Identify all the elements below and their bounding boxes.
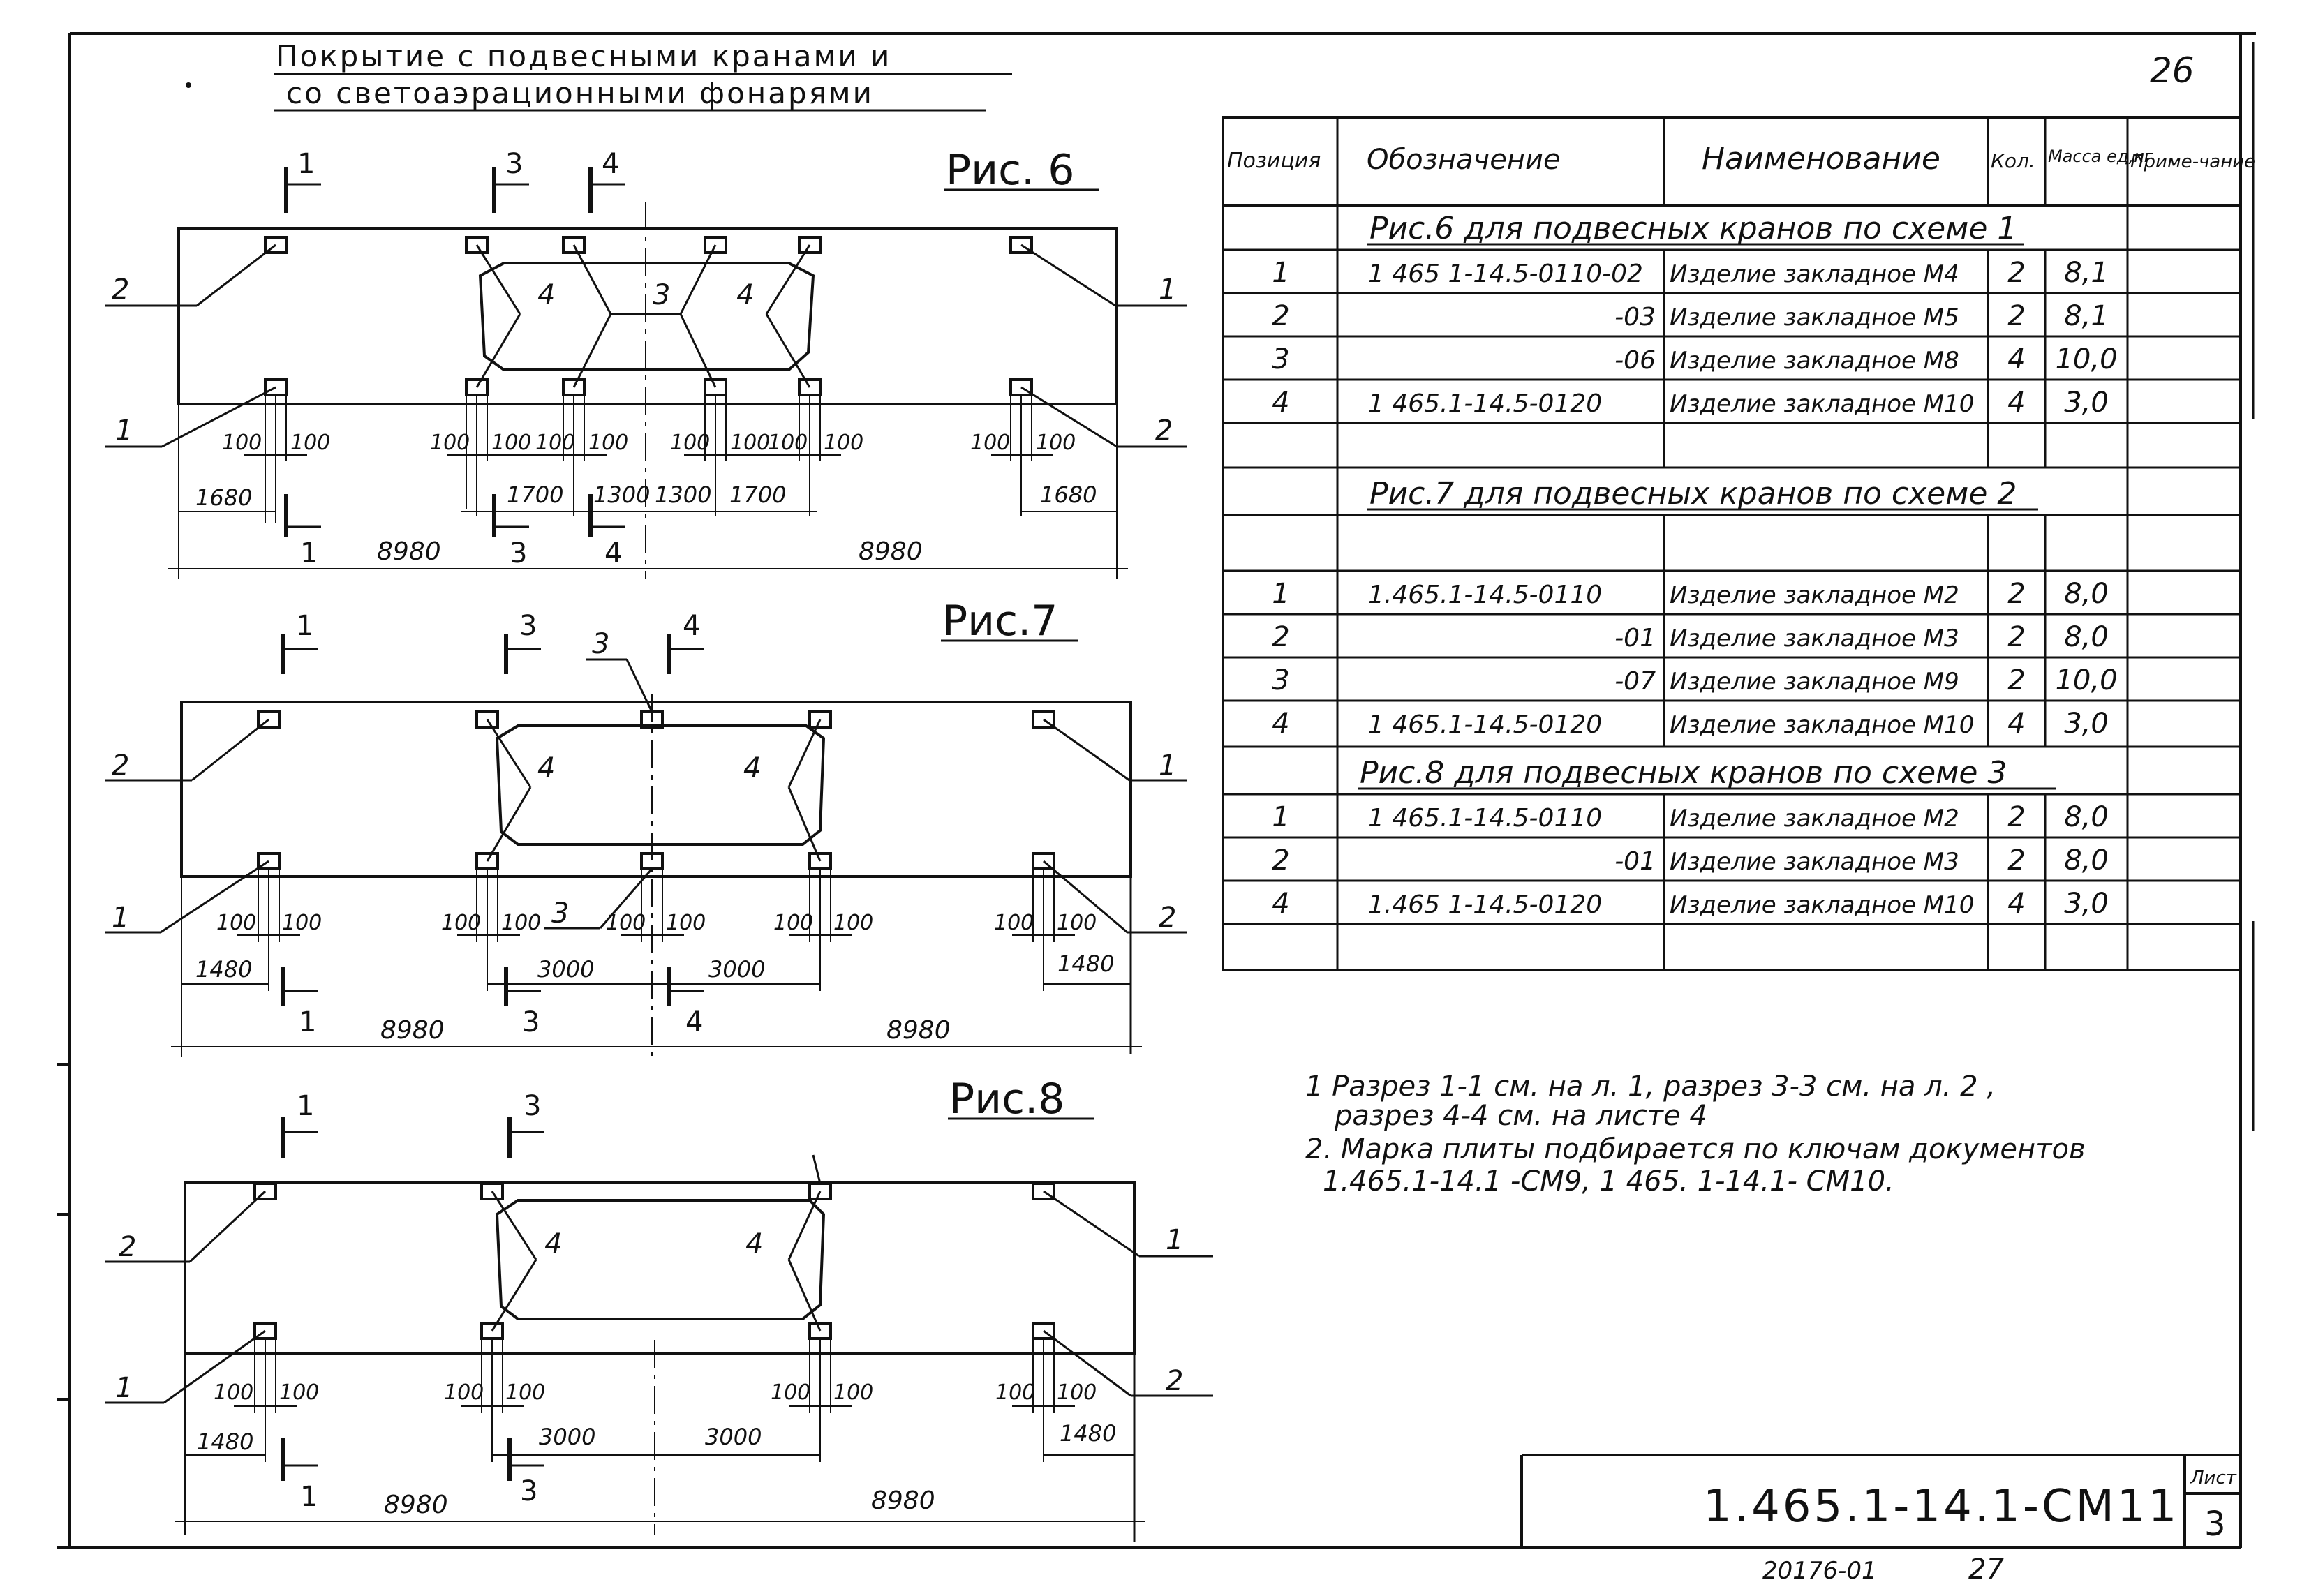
figure-8-section-mark-1-top: 1 bbox=[297, 1090, 315, 1122]
figure-7-offset-6: 100 bbox=[666, 911, 706, 935]
spec-cell-g2-r4-c3: Изделие закладное М10 bbox=[1670, 711, 1975, 739]
spec-cell-g1-r3-c1: 3 bbox=[1272, 343, 1290, 375]
figure-6-offset-6: 100 bbox=[588, 431, 629, 455]
figure-8-dim-3000-right: 3000 bbox=[705, 1424, 762, 1450]
spec-cell-g3-r3-c3: Изделие закладное М10 bbox=[1670, 891, 1975, 919]
spec-table-group-titles bbox=[1358, 211, 2056, 791]
figure-6-section-mark-4-top: 4 bbox=[602, 148, 620, 180]
figure-7-section-mark-3-bottom: 3 bbox=[522, 1006, 540, 1038]
spec-cell-g2-r2-c1: 2 bbox=[1272, 621, 1290, 653]
figure-6-offset-7: 100 bbox=[670, 431, 711, 455]
spec-cell-g2-r4-c5: 3,0 bbox=[2064, 708, 2109, 740]
figure-6-embedded-parts bbox=[265, 237, 1032, 395]
figure-7-bottom-callout: 3 bbox=[551, 897, 570, 930]
spec-cell-g2-r2-c3: Изделие закладное М3 bbox=[1670, 625, 1959, 652]
spec-cell-g2-r4-c4: 4 bbox=[2007, 708, 2026, 740]
figure-7-callout-left-bottom: 1 bbox=[112, 902, 130, 934]
figure-6-callout-right-top: 1 bbox=[1159, 274, 1177, 306]
figure-8-label: Рис.8 bbox=[949, 1075, 1065, 1124]
figure-7-callouts bbox=[112, 628, 1176, 934]
figure-6-dim-1680-left: 1680 bbox=[195, 484, 253, 511]
figure-6-section-mark-4-bottom: 4 bbox=[604, 537, 623, 569]
notes bbox=[1305, 1071, 2086, 1198]
spec-cell-g3-r3-c4: 4 bbox=[2007, 888, 2026, 920]
spec-table-header bbox=[1227, 141, 2255, 177]
figure-7-dim-3000-right: 3000 bbox=[708, 956, 766, 983]
figure-8-offset-1: 100 bbox=[214, 1380, 254, 1405]
figure-7-dim-1480-left: 1480 bbox=[195, 956, 253, 983]
group-title-fig7: Рис.7 для подвесных кранов по схеме 2 bbox=[1369, 476, 2017, 512]
figure-7-opening-callout-1: 4 bbox=[537, 752, 556, 784]
figure-8-embedded-parts bbox=[255, 1184, 1054, 1338]
footer-inventory: 20176-01 bbox=[1762, 1557, 1877, 1585]
figure-6-offset-10: 100 bbox=[824, 431, 864, 455]
figure-7-dim-1480-right: 1480 bbox=[1057, 950, 1115, 977]
spec-cell-g1-r2-c5: 8,1 bbox=[2064, 300, 2109, 332]
title-block-sheet-label: Лист bbox=[2190, 1468, 2236, 1489]
spec-cell-g1-r4-c1: 4 bbox=[1272, 387, 1290, 419]
figure-6-dim-1300-left: 1300 bbox=[593, 482, 651, 508]
spec-cell-g3-r2-c4: 2 bbox=[2007, 844, 2026, 877]
figure-7-section-mark-4-top: 4 bbox=[683, 610, 701, 642]
header-title-line1: Покрытие с подвесными кранами и bbox=[276, 39, 892, 73]
spec-cell-g3-r2-c2: -01 bbox=[1614, 847, 1656, 876]
note-line-3: 2. Марка плиты подбирается по ключам документов bbox=[1305, 1133, 2086, 1165]
figure-6-label: Рис. 6 bbox=[946, 146, 1075, 195]
spec-cell-g1-r3-c2: -06 bbox=[1614, 346, 1656, 375]
title-block bbox=[1522, 1455, 2241, 1548]
spec-cell-g1-r2-c4: 2 bbox=[2007, 300, 2026, 332]
spec-cell-g1-r3-c4: 4 bbox=[2007, 343, 2026, 375]
spec-cell-g3-r1-c3: Изделие закладное М2 bbox=[1670, 805, 1959, 833]
figure-6-dim-1700-left: 1700 bbox=[507, 482, 564, 508]
spec-cell-g1-r1-c2: 1 465 1-14.5-0110-02 bbox=[1368, 260, 1643, 288]
figure-8-offset-5: 100 bbox=[771, 1380, 811, 1405]
figure-8-callout-left-bottom: 1 bbox=[115, 1372, 133, 1404]
figure-8-offset-8: 100 bbox=[1057, 1380, 1097, 1405]
figure-6-dim-1680-right: 1680 bbox=[1040, 482, 1097, 508]
group-title-fig8: Рис.8 для подвесных кранов по схеме 3 bbox=[1360, 755, 2007, 791]
figure-7-section-mark-4-bottom: 4 bbox=[685, 1006, 704, 1038]
figure-6-opening-callout-3: 4 bbox=[736, 279, 755, 311]
spec-cell-g1-r1-c5: 8,1 bbox=[2064, 257, 2109, 289]
figure-8-offset-3: 100 bbox=[444, 1380, 484, 1405]
figure-7-offset-5: 100 bbox=[606, 911, 646, 935]
spec-cell-g1-r2-c3: Изделие закладное М5 bbox=[1670, 304, 1959, 331]
figure-7-label: Рис.7 bbox=[942, 597, 1058, 646]
spec-cell-g2-r3-c5: 10,0 bbox=[2055, 664, 2118, 696]
figure-6-callout-left-bottom: 1 bbox=[115, 415, 133, 447]
spec-cell-g3-r3-c2: 1.465 1-14.5-0120 bbox=[1368, 890, 1603, 919]
figure-7-offset-9: 100 bbox=[994, 911, 1034, 935]
header-mass: Масса ед,кг bbox=[2048, 147, 2153, 166]
spec-cell-g2-r1-c4: 2 bbox=[2007, 578, 2026, 610]
spec-cell-g2-r2-c2: -01 bbox=[1614, 624, 1656, 652]
spec-cell-g3-r2-c5: 8,0 bbox=[2064, 844, 2109, 877]
figure-7-callout-right-top: 1 bbox=[1159, 749, 1177, 782]
spec-cell-g3-r1-c5: 8,0 bbox=[2064, 801, 2109, 833]
figure-6-offset-9: 100 bbox=[768, 431, 808, 455]
spec-cell-g1-r1-c1: 1 bbox=[1272, 257, 1290, 289]
figure-7-offset-7: 100 bbox=[773, 911, 814, 935]
figure-7-section-marks bbox=[281, 610, 704, 1038]
figure-7-offset-4: 100 bbox=[501, 911, 542, 935]
figure-6 bbox=[105, 146, 1187, 579]
spec-table bbox=[1223, 117, 2255, 970]
figure-8-dim-1480-right: 1480 bbox=[1060, 1420, 1117, 1447]
spec-cell-g2-r3-c4: 2 bbox=[2007, 664, 2026, 696]
figure-6-offset-5: 100 bbox=[535, 431, 576, 455]
header-title-line2: со светоаэрационными фонарями bbox=[286, 76, 874, 110]
figure-8-slab bbox=[185, 1183, 1134, 1535]
figure-8-section-marks bbox=[281, 1090, 544, 1513]
figure-7-section-mark-1-top: 1 bbox=[296, 610, 314, 642]
figure-7-dimensions bbox=[171, 869, 1142, 1057]
figure-6-callout-right-bottom: 2 bbox=[1155, 415, 1173, 447]
spec-cell-g3-r3-c5: 3,0 bbox=[2064, 888, 2109, 920]
figure-8-dim-3000-left: 3000 bbox=[539, 1424, 596, 1450]
figure-6-offset-1: 100 bbox=[222, 431, 262, 455]
figure-7 bbox=[105, 597, 1187, 1061]
header-designation: Обозначение bbox=[1367, 144, 1561, 176]
spec-cell-g2-r4-c2: 1 465.1-14.5-0120 bbox=[1368, 710, 1603, 739]
figure-7-section-mark-1-bottom: 1 bbox=[299, 1006, 317, 1038]
spec-cell-g1-r4-c5: 3,0 bbox=[2064, 387, 2109, 419]
figure-7-offset-3: 100 bbox=[441, 911, 482, 935]
figure-7-top-callout: 3 bbox=[592, 628, 610, 660]
figure-7-callout-left-top: 2 bbox=[112, 749, 130, 782]
figure-6-offset-12: 100 bbox=[1036, 431, 1076, 455]
spec-table-rows bbox=[1272, 257, 2117, 920]
header-name: Наименование bbox=[1702, 141, 1940, 177]
figure-7-offset-10: 100 bbox=[1057, 911, 1097, 935]
header-qty: Кол. bbox=[1991, 149, 2035, 172]
figure-6-dim-1300-right: 1300 bbox=[655, 482, 712, 508]
spec-cell-g3-r1-c2: 1 465.1-14.5-0110 bbox=[1368, 804, 1603, 833]
spec-cell-g3-r1-c4: 2 bbox=[2007, 801, 2026, 833]
figure-6-opening-callout-2: 3 bbox=[653, 279, 671, 311]
group-title-fig6: Рис.6 для подвесных кранов по схеме 1 bbox=[1369, 211, 2017, 246]
spec-cell-g2-r1-c5: 8,0 bbox=[2064, 578, 2109, 610]
figure-8-opening-callout-1: 4 bbox=[544, 1228, 563, 1260]
figure-8-section-mark-3-top: 3 bbox=[524, 1090, 542, 1122]
figure-7-dim-8980-right: 8980 bbox=[886, 1016, 951, 1045]
figure-6-dim-8980-right: 8980 bbox=[859, 537, 923, 566]
spec-cell-g2-r3-c3: Изделие закладное М9 bbox=[1670, 668, 1959, 696]
spec-cell-g2-r3-c1: 3 bbox=[1272, 664, 1290, 696]
figure-6-offset-8: 100 bbox=[730, 431, 771, 455]
footer bbox=[1762, 1553, 2004, 1586]
page-number-top: 26 bbox=[2150, 50, 2195, 91]
note-line-1: 1 Разрез 1-1 см. на л. 1, разрез 3-3 см. на л. 2 , bbox=[1305, 1071, 1996, 1103]
spec-cell-g3-r2-c1: 2 bbox=[1272, 844, 1290, 877]
figure-7-offset-1: 100 bbox=[216, 911, 257, 935]
figure-8-section-mark-1-bottom: 1 bbox=[300, 1481, 318, 1513]
spec-cell-g1-r2-c1: 2 bbox=[1272, 300, 1290, 332]
figure-6-section-mark-3-top: 3 bbox=[505, 148, 524, 180]
spec-cell-g3-r3-c1: 4 bbox=[1272, 888, 1290, 920]
figure-7-opening-callout-2: 4 bbox=[743, 752, 762, 784]
title-block-code: 1.465.1-14.1-СМ11 bbox=[1703, 1481, 2180, 1532]
header-note: Приме-чание bbox=[2130, 151, 2256, 172]
figure-6-dim-8980-left: 8980 bbox=[377, 537, 441, 566]
figure-8-offset-7: 100 bbox=[995, 1380, 1036, 1405]
spec-cell-g2-r2-c4: 2 bbox=[2007, 621, 2026, 653]
figure-7-offset-8: 100 bbox=[833, 911, 874, 935]
footer-page: 27 bbox=[1968, 1553, 2004, 1586]
figure-8-callout-right-bottom: 2 bbox=[1166, 1365, 1184, 1397]
figure-7-dim-3000-left: 3000 bbox=[537, 956, 595, 983]
header-position: Позиция bbox=[1227, 149, 1321, 173]
spec-cell-g1-r1-c3: Изделие закладное М4 bbox=[1670, 260, 1959, 288]
figure-8-offset-4: 100 bbox=[505, 1380, 546, 1405]
title-block-sheet-number: 3 bbox=[2204, 1505, 2226, 1544]
figure-6-offset-3: 100 bbox=[430, 431, 470, 455]
header bbox=[186, 39, 2195, 110]
figure-8-dim-8980-right: 8980 bbox=[871, 1486, 935, 1515]
spec-cell-g1-r2-c2: -03 bbox=[1614, 303, 1656, 331]
spec-cell-g1-r4-c2: 1 465.1-14.5-0120 bbox=[1368, 389, 1603, 418]
figure-8-opening-callout-2: 4 bbox=[745, 1228, 764, 1260]
figure-6-offset-2: 100 bbox=[290, 431, 331, 455]
spec-cell-g1-r3-c5: 10,0 bbox=[2055, 343, 2118, 375]
figure-7-leaders bbox=[105, 659, 1187, 932]
figure-6-offset-11: 100 bbox=[970, 431, 1011, 455]
figure-6-section-mark-1-bottom: 1 bbox=[300, 537, 318, 569]
note-line-4: 1.465.1-14.1 -СМ9, 1 465. 1-14.1- СМ10. bbox=[1323, 1165, 1894, 1198]
figure-7-slab bbox=[181, 694, 1131, 1061]
spec-cell-g2-r3-c2: -07 bbox=[1614, 667, 1656, 696]
spec-cell-g2-r1-c2: 1.465.1-14.5-0110 bbox=[1368, 581, 1603, 609]
figure-8-leaders bbox=[105, 1155, 1213, 1403]
spec-cell-g2-r2-c5: 8,0 bbox=[2064, 621, 2109, 653]
figure-8-callout-right-top: 1 bbox=[1166, 1224, 1184, 1256]
spec-cell-g1-r1-c4: 2 bbox=[2007, 257, 2026, 289]
figure-6-callout-left-top: 2 bbox=[112, 274, 130, 306]
note-line-2: разрез 4-4 см. на листе 4 bbox=[1335, 1100, 1707, 1132]
figure-6-offset-4: 100 bbox=[491, 431, 532, 455]
figure-8-offset-6: 100 bbox=[833, 1380, 874, 1405]
figure-6-section-mark-3-bottom: 3 bbox=[510, 537, 528, 569]
figure-7-callout-right-bottom: 2 bbox=[1159, 902, 1177, 934]
spec-cell-g3-r1-c1: 1 bbox=[1272, 801, 1290, 833]
figure-8-dimensions bbox=[175, 1338, 1145, 1535]
figure-6-dim-1700-right: 1700 bbox=[729, 482, 787, 508]
figure-8-dim-1480-left: 1480 bbox=[197, 1429, 254, 1455]
figure-8-callout-left-top: 2 bbox=[119, 1231, 137, 1263]
figure-8-offset-2: 100 bbox=[279, 1380, 320, 1405]
spec-cell-g2-r4-c1: 4 bbox=[1272, 708, 1290, 740]
figure-8-section-mark-3-bottom: 3 bbox=[520, 1475, 538, 1507]
figure-8 bbox=[105, 1075, 1213, 1542]
figure-7-offset-2: 100 bbox=[282, 911, 322, 935]
spec-cell-g2-r1-c3: Изделие закладное М2 bbox=[1670, 581, 1959, 609]
figure-7-dim-8980-left: 8980 bbox=[380, 1016, 445, 1045]
figure-7-section-mark-3-top: 3 bbox=[519, 610, 537, 642]
figure-6-section-mark-1-top: 1 bbox=[297, 148, 315, 180]
figure-8-dim-8980-left: 8980 bbox=[384, 1491, 448, 1519]
spec-cell-g1-r3-c3: Изделие закладное М8 bbox=[1670, 347, 1959, 375]
figure-6-slab bbox=[179, 202, 1117, 579]
spec-cell-g2-r1-c1: 1 bbox=[1272, 578, 1290, 610]
spec-cell-g3-r2-c3: Изделие закладное М3 bbox=[1670, 848, 1959, 876]
spec-cell-g1-r4-c3: Изделие закладное М10 bbox=[1670, 390, 1975, 418]
spec-cell-g1-r4-c4: 4 bbox=[2007, 387, 2026, 419]
figure-6-opening-callout-1: 4 bbox=[537, 279, 556, 311]
figure-6-callouts bbox=[112, 274, 1176, 447]
